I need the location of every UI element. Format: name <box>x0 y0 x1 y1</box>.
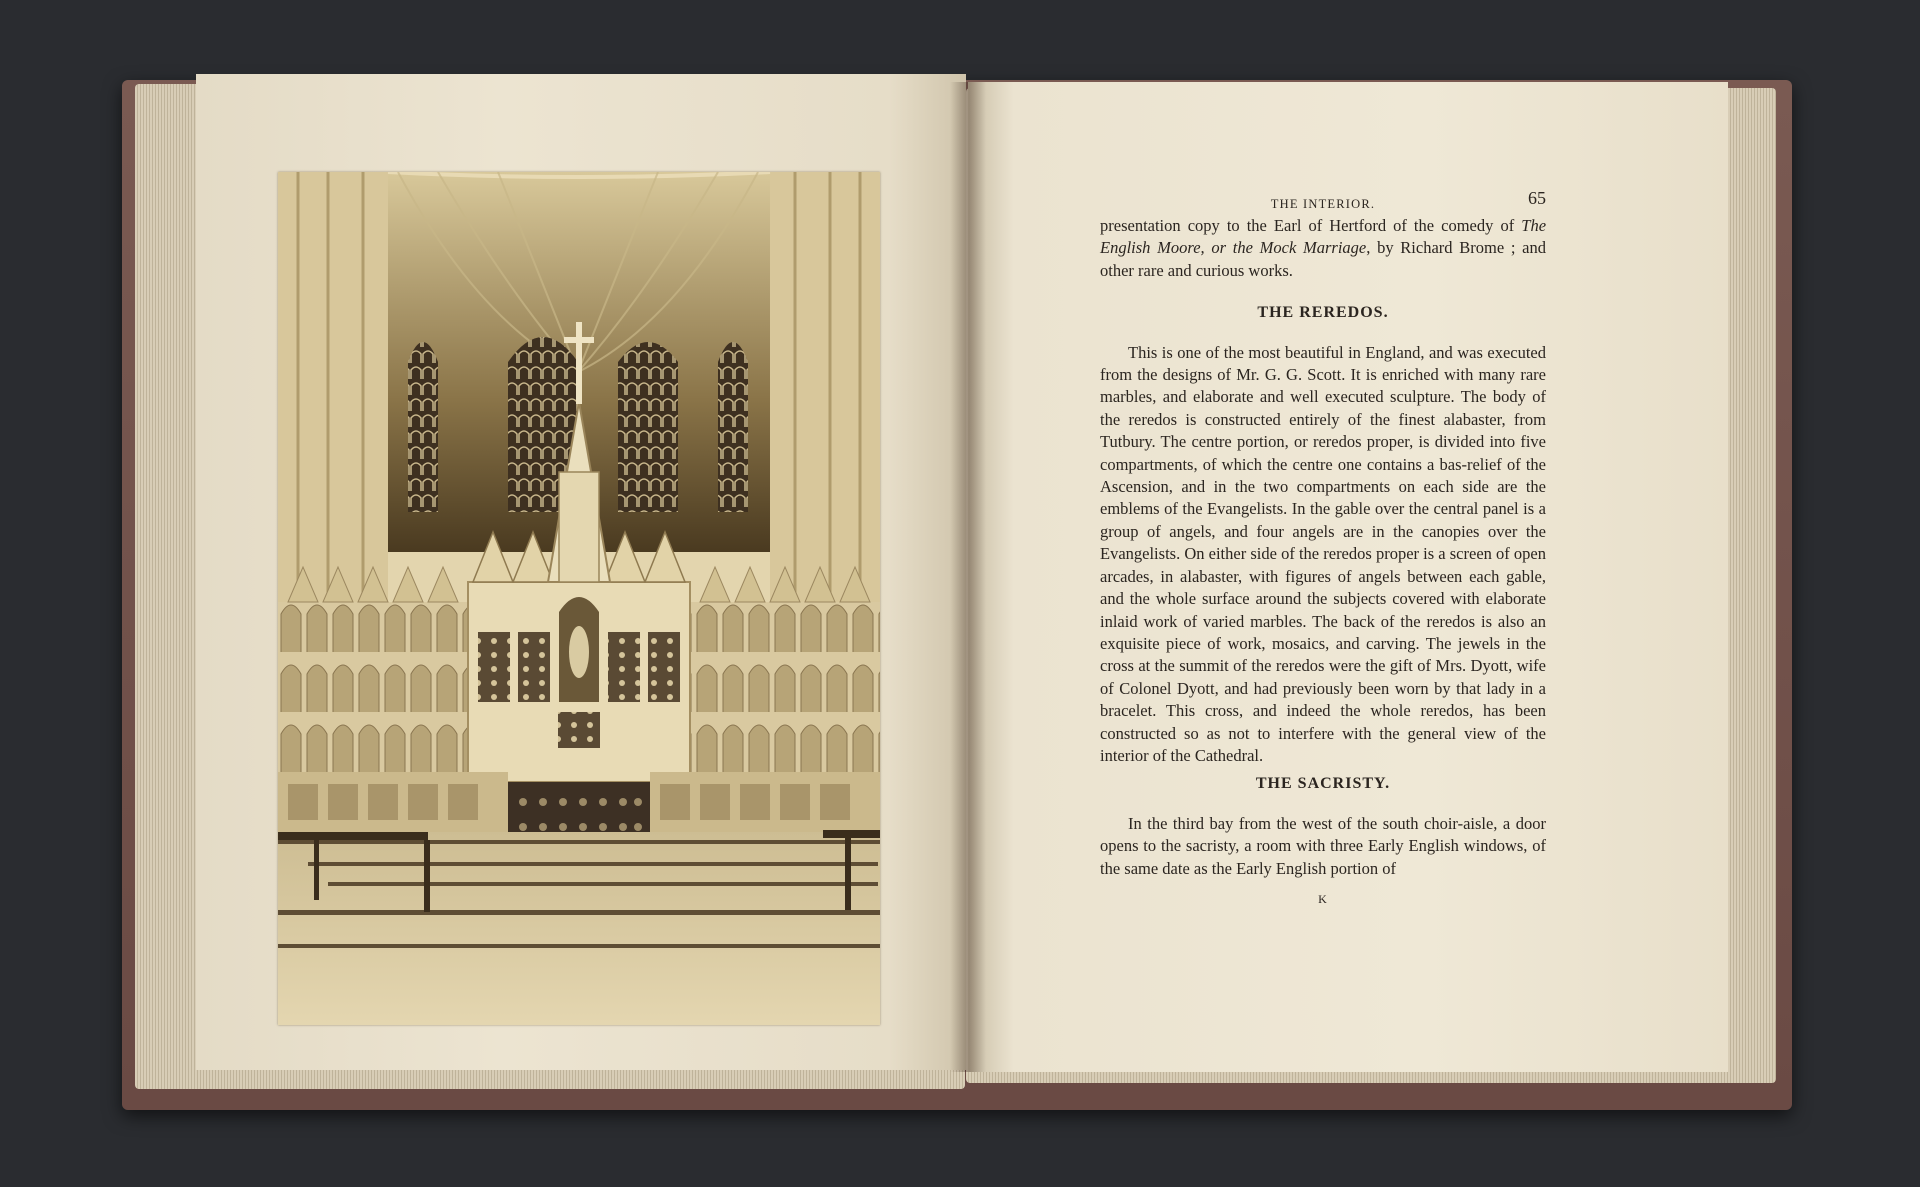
page-number: 65 <box>1528 188 1546 208</box>
running-head-title: THE INTERIOR. <box>1270 197 1376 211</box>
book-gutter <box>950 82 986 1072</box>
opening-prefix: of <box>1500 216 1522 235</box>
opening-suffix: , by Richard Brome ; and other rare and curious works. <box>1100 238 1546 280</box>
opening-paragraph <box>1100 215 1546 282</box>
reredos-paragraph: This is one of the most beautiful in England, and was executed from the designs of Mr. G. G. Scott. It is enriched with many rare marbles, and elaborate and well executed sculpture. The body of the reredos is constructed entirely of the finest alabaster, from Tutbury. The centre portion, or reredos proper, is divided into five compartments, of which the centre one contains a bas-relief of the Ascension, and in the two compartments on each side are the emblems of the Evangelists. In the gable over the central panel is a group of angels, and four angels are in the canopies over the Evangelists. On either side of the reredos proper is a screen of open arcades, in alabaster, with figures of angels between each gable, and the whole surface around the subjects covered with elaborate inlaid work of varied marbles. The back of the reredos is also an exquisite piece of work, mosaics, and carving. The jewels in the cross at the summit of the reredos were the gift of Mrs. Dyott, wife of Colonel Dyott, and had previously been worn by that lady in a bracelet. This cross, and indeed the whole reredos, has been constructed so as not to interfere with the general view of the interior of the Cathedral. <box>1100 342 1546 765</box>
opening-line-1: presentation copy to the Earl of Hertford of the comedy <box>1100 216 1494 235</box>
photograph-image <box>278 172 880 1025</box>
running-head <box>1100 185 1546 215</box>
text-column <box>1100 185 1546 910</box>
sacristy-heading: THE SACRISTY. <box>1255 775 1391 793</box>
reredos-heading: THE REREDOS. <box>1257 304 1389 322</box>
cathedral-reredos-photograph <box>278 172 880 1025</box>
signature-mark: K <box>1318 891 1328 906</box>
comedy-title: The English Moore, or the Mock Marriage <box>1100 216 1547 258</box>
sacristy-paragraph: In the third bay from the west of the south choir-aisle, a door opens to the sacristy, a room with three Early English windows, of the same date as the Early English portion of <box>1100 813 1546 878</box>
